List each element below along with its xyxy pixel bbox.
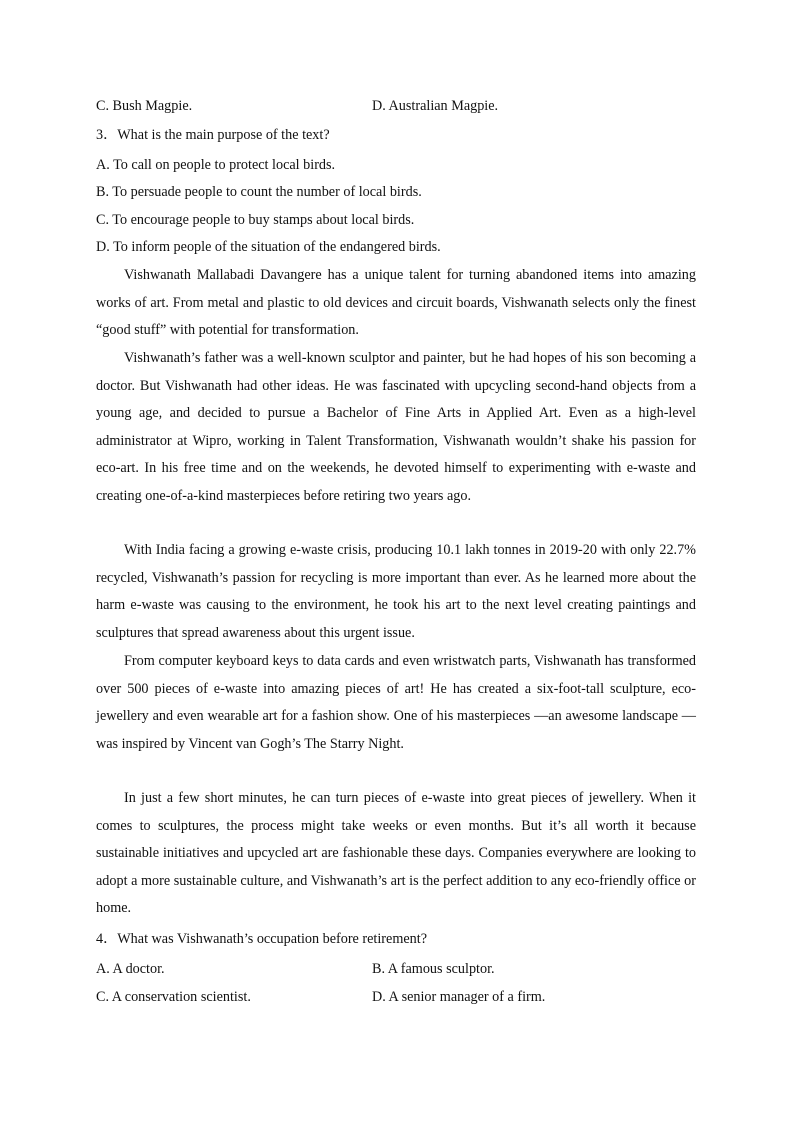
q4-options-ab	[96, 960, 696, 978]
q3-option-b: B. To persuade people to count the number of local birds.	[96, 184, 422, 200]
q4-option-b: B. A famous sculptor.	[372, 961, 495, 977]
q3-option-c: C. To encourage people to buy stamps about local birds.	[96, 212, 415, 228]
q3-option-a: A. To call on people to protect local birds.	[96, 157, 336, 173]
passage-paragraph-1: Vishwanath Mallabadi Davangere has a unique talent for turning abandoned items into amazing works of art. From metal and plastic to old devices and circuit boards, Vishwanath selects only the finest “good stuff” with potential for transformation.	[96, 267, 696, 339]
q3-option-d: D. To inform people of the situation of the endangered birds.	[96, 239, 441, 255]
q4-option-a: A. A doctor.	[96, 961, 165, 977]
q2-option-c: C. Bush Magpie.	[96, 98, 193, 114]
q4-options-cd	[96, 988, 696, 1006]
passage-paragraph-4: From computer keyboard keys to data cards and even wristwatch parts, Vishwanath has transformed over 500 pieces of e-waste into amazing pieces of art! He has created a six-foot-tall sculpture, eco-jewellery and even wearable art for a fashion show. One of his masterpieces —an awesome landscape —was inspired by Vincent van Gogh’s The Starry Night.	[96, 653, 696, 752]
q4-option-d: D. A senior manager of a firm.	[372, 989, 546, 1005]
passage-paragraph-5: In just a few short minutes, he can turn pieces of e-waste into great pieces of jewellery. When it comes to sculptures, the process might take weeks or even months. But it’s all worth it because sustainable initiatives and upcycled art are fashionable these days. Companies everywhere are looking to adopt a more sustainable culture, and Vishwanath’s art is the perfect addition to any eco-friendly office or home.	[96, 790, 696, 917]
passage-paragraph-3: With India facing a growing e-waste crisis, producing 10.1 lakh tonnes in 2019-20 with only 22.7% recycled, Vishwanath’s passion for recycling is more important than ever. As he learned more about the harm e-waste was causing to the environment, he took his art to the next level creating paintings and sculptures that spread awareness about this urgent issue.	[96, 542, 696, 641]
q2-options-cd	[96, 97, 696, 115]
passage-paragraph-2: Vishwanath’s father was a well-known sculptor and painter, but he had hopes of his son becoming a doctor. But Vishwanath had other ideas. He was fascinated with upcycling second-hand objects from a young age, and decided to pursue a Bachelor of Fine Arts in Applied Art. Even as a high-level administrator at Wipro, working in Talent Transformation, Vishwanath wouldn’t shake his passion for eco-art. In his free time and on the weekends, he devoted himself to experimenting with e-waste and creating one-of-a-kind masterpieces before retiring two years ago.	[96, 350, 696, 504]
q3-stem: 3．What is the main purpose of the text?	[96, 127, 330, 143]
q4-option-c: C. A conservation scientist.	[96, 989, 251, 1005]
q2-option-d: D. Australian Magpie.	[372, 98, 499, 114]
q4-stem: 4．What was Vishwanath’s occupation before retirement?	[96, 931, 427, 947]
